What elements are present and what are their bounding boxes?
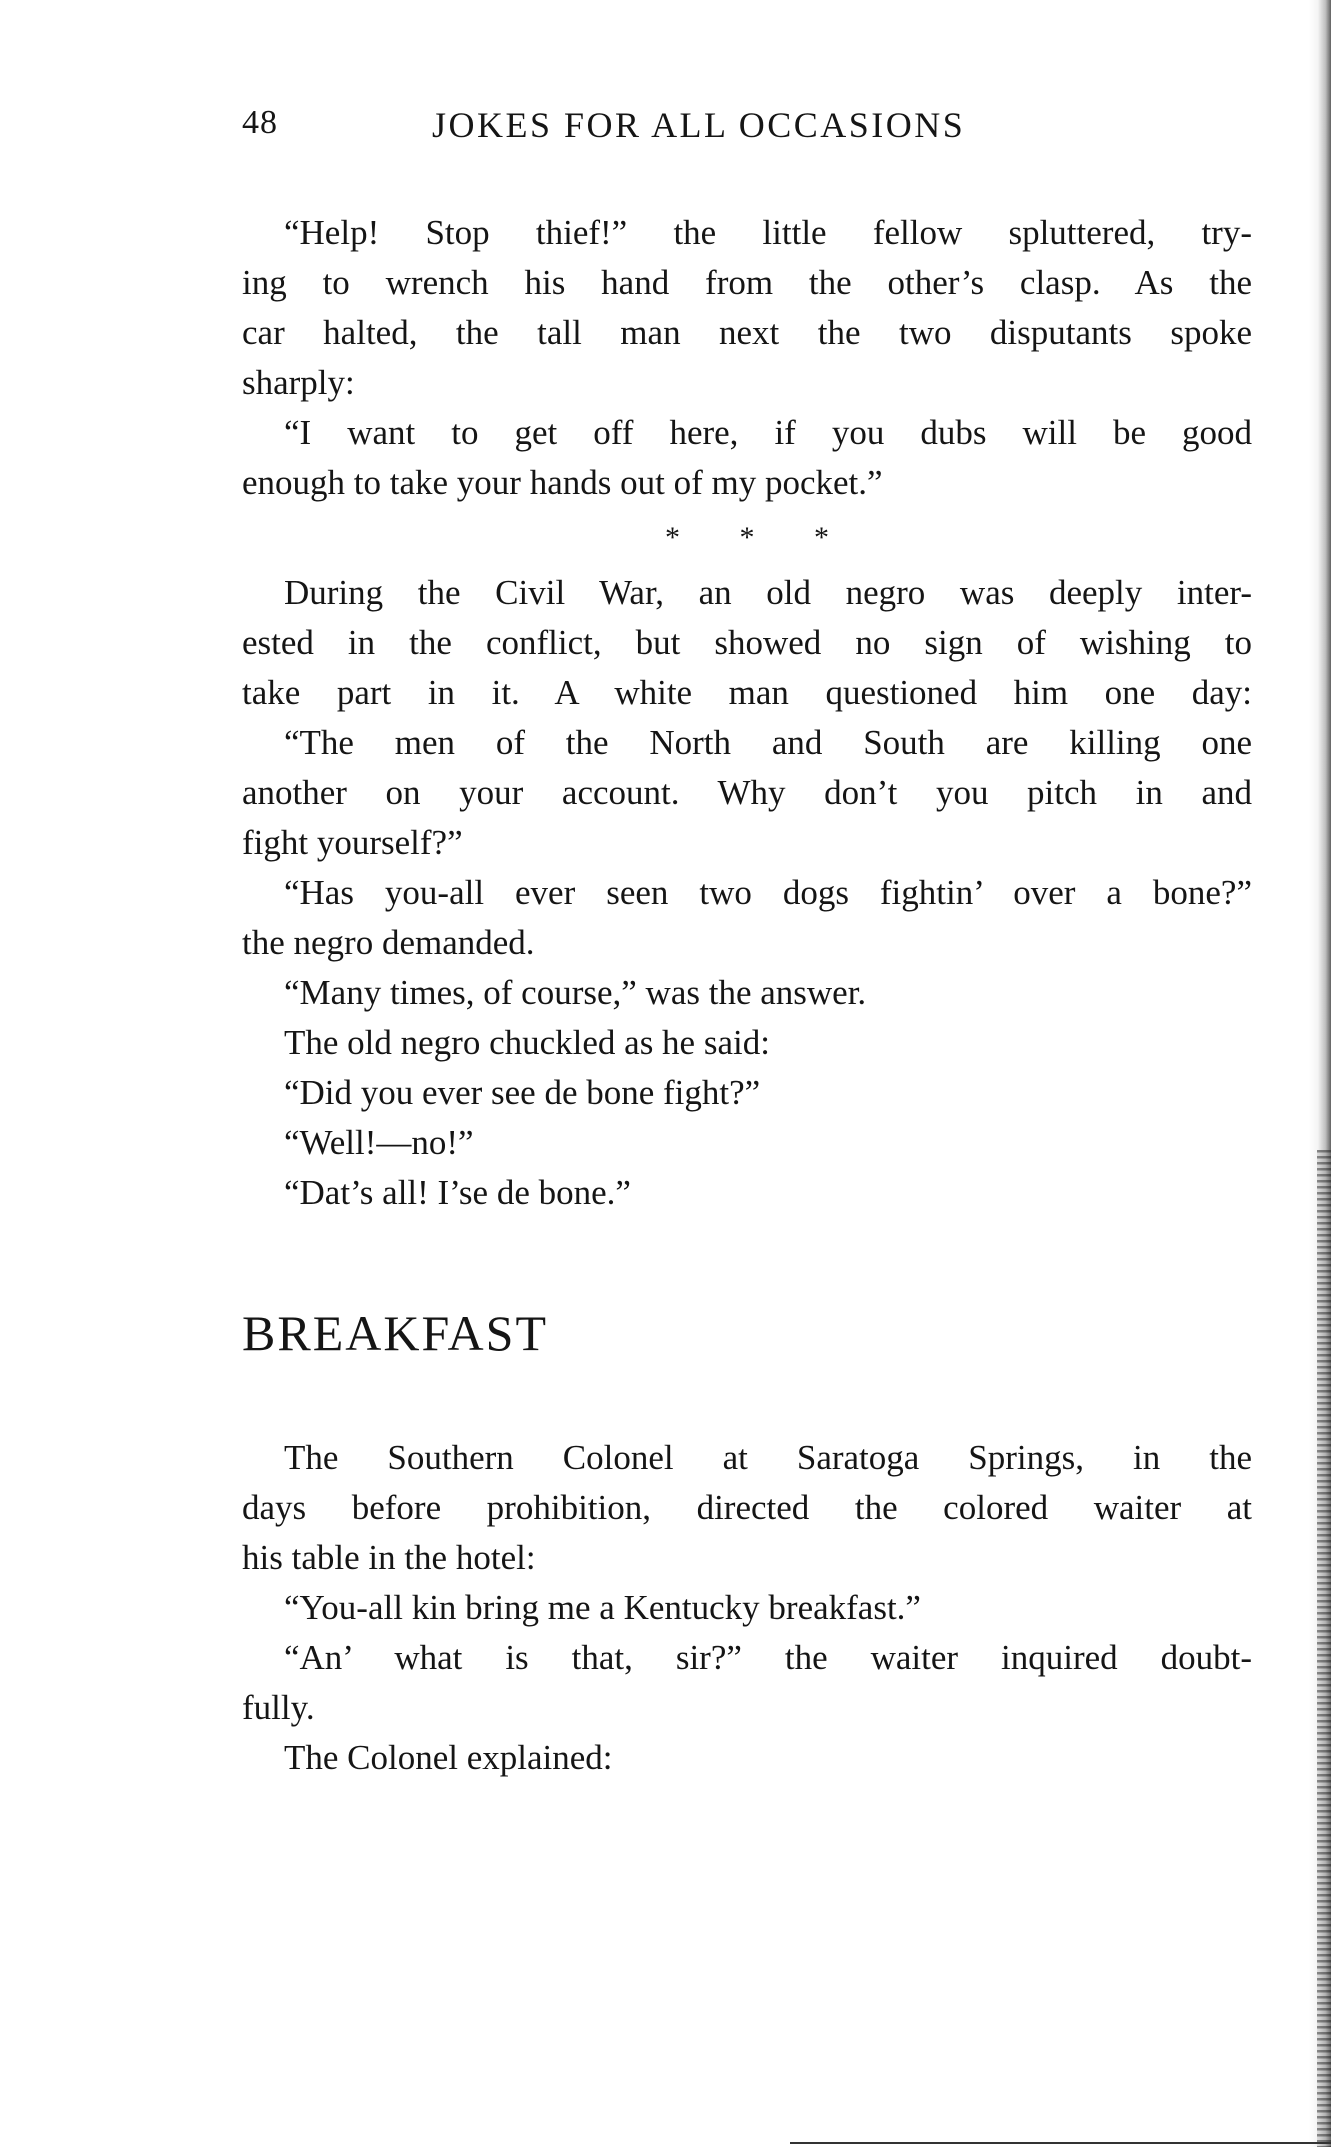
- text-line: fight yourself?”: [242, 823, 463, 862]
- page-edge-texture: [1317, 1150, 1331, 2147]
- text-line: days before prohibition, directed the colored waiter at: [242, 1488, 1252, 1527]
- text-line: “Many times, of course,” was the answer.: [284, 973, 867, 1012]
- section-separator: [242, 508, 1252, 568]
- text-line: The old negro chuckled as he said:: [284, 1023, 770, 1062]
- text-line: fully.: [242, 1688, 315, 1727]
- text-line: “Did you ever see de bone fight?”: [284, 1073, 761, 1112]
- page-header: [242, 104, 1252, 154]
- text-line: “Well!—no!”: [284, 1123, 474, 1162]
- text-line: ing to wrench his hand from the other’s clasp. As the: [242, 263, 1252, 302]
- page-body: [242, 208, 1252, 1783]
- text-line: “Help! Stop thief!” the little fellow spluttered, try-: [284, 213, 1252, 252]
- text-line: “An’ what is that, sir?” the waiter inquired doubt-: [284, 1638, 1252, 1677]
- text-line: take part in it. A white man questioned him one day:: [242, 673, 1252, 712]
- text-line: “Has you-all ever seen two dogs fightin’ over a bone?”: [284, 873, 1252, 912]
- bottom-rule: [790, 2142, 1331, 2144]
- text-line: During the Civil War, an old negro was deeply inter-: [284, 573, 1252, 612]
- text-line: ested in the conflict, but showed no sign of wishing to: [242, 623, 1252, 662]
- text-line: “You-all kin bring me a Kentucky breakfast.”: [284, 1588, 921, 1627]
- page-number: 48: [242, 104, 278, 141]
- running-title: JOKES FOR ALL OCCASIONS: [432, 105, 966, 145]
- text-line: another on your account. Why don’t you pitch in and: [242, 773, 1252, 812]
- asterisk: *: [814, 521, 829, 554]
- text-line: “The men of the North and South are killing one: [284, 723, 1252, 762]
- text-line: “I want to get off here, if you dubs will be good: [284, 413, 1252, 452]
- text-line: The Colonel explained:: [284, 1738, 613, 1777]
- asterisk: *: [665, 521, 680, 554]
- text-line: car halted, the tall man next the two disputants spoke: [242, 313, 1252, 352]
- text-line: sharply:: [242, 363, 355, 402]
- text-line: the negro demanded.: [242, 923, 535, 962]
- text-line: enough to take your hands out of my pocket.”: [242, 463, 883, 502]
- text-line: The Southern Colonel at Saratoga Springs, in the: [284, 1438, 1252, 1477]
- asterisk: *: [739, 521, 755, 554]
- text-line: “Dat’s all! I’se de bone.”: [284, 1173, 631, 1212]
- section-heading: BREAKFAST: [242, 1305, 549, 1361]
- text-line: his table in the hotel:: [242, 1538, 536, 1577]
